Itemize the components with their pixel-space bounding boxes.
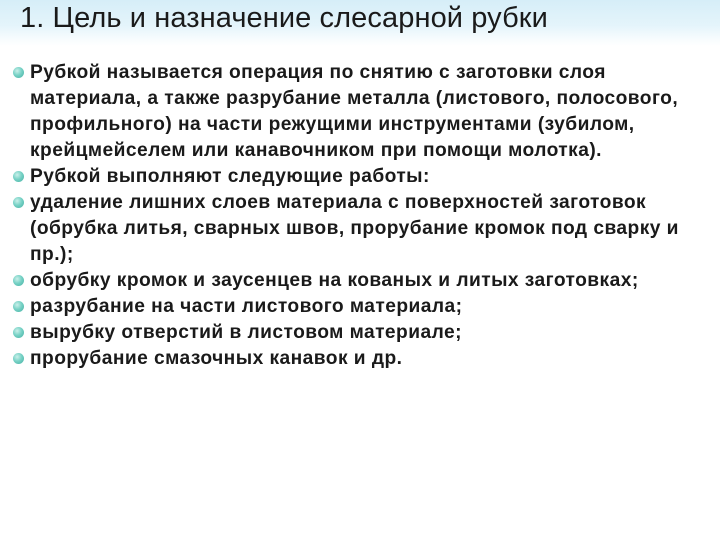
bullet-item <box>12 268 702 294</box>
bullet-text: Рубкой называется операция по снятию с заготовки слоя материала, а также разрубание металла (листового, полосового, профильного) на части режущими инструментами (зубилом, крейцмейселем или канавочником при помощи молотка). <box>30 62 679 161</box>
bullet-list <box>12 60 702 372</box>
bullet-text: вырубку отверстий в листовом материале; <box>30 322 462 343</box>
bullet-item <box>12 190 702 268</box>
bullet-dot-icon <box>13 301 24 312</box>
bullet-dot-icon <box>13 275 24 286</box>
bullet-item <box>12 164 702 190</box>
slide-title: 1. Цель и назначение слесарной рубки <box>20 2 548 34</box>
bullet-dot-icon <box>13 197 24 208</box>
bullet-item <box>12 346 702 372</box>
bullet-text: прорубание смазочных канавок и др. <box>30 348 403 369</box>
title-band <box>0 0 720 46</box>
bullet-dot-icon <box>13 67 24 78</box>
bullet-item <box>12 60 702 164</box>
bullet-item <box>12 320 702 346</box>
bullet-text: Рубкой выполняют следующие работы: <box>30 166 430 187</box>
bullet-text: удаление лишних слоев материала с поверхностей заготовок (обрубка литья, сварных швов, прорубание кромок под сварку и пр.); <box>30 192 679 265</box>
bullet-dot-icon <box>13 171 24 182</box>
bullet-dot-icon <box>13 353 24 364</box>
bullet-text: обрубку кромок и заусенцев на кованых и литых заготовках; <box>30 270 639 291</box>
bullet-text: разрубание на части листового материала; <box>30 296 463 317</box>
bullet-item <box>12 294 702 320</box>
bullet-dot-icon <box>13 327 24 338</box>
